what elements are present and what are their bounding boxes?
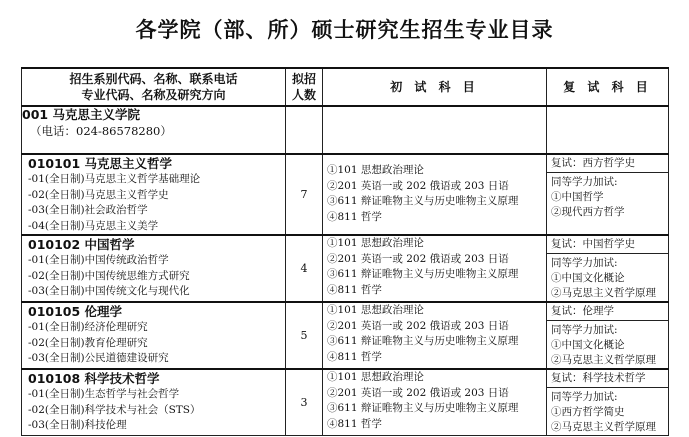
exam-subject: ①101 思想政治理论: [327, 304, 424, 316]
table-header-row: [22, 68, 669, 106]
exam-subject: ①101 思想政治理论: [327, 371, 424, 383]
equivalent-exam-subject: ①中国文化概论: [551, 272, 625, 284]
research-direction: -01(全日制)中国传统政治哲学: [28, 254, 169, 266]
research-direction: -03(全日制)社会政治哲学: [28, 204, 148, 216]
retest-subject: 复试：伦理学: [551, 305, 614, 317]
major-title: 010101 马克思主义哲学: [28, 156, 173, 171]
equivalent-exam-label: 同等学力加试:: [551, 257, 618, 269]
enrollment-count: 5: [286, 302, 323, 369]
retest-divider: [547, 253, 668, 254]
equivalent-exam-subject: ②现代西方哲学: [551, 206, 625, 218]
retest-cell: [547, 154, 669, 235]
page-title: 各学院（部、所）硕士研究生招生专业目录: [135, 18, 554, 42]
department-name: 001 马克思主义学院: [22, 107, 140, 122]
equivalent-exam-label: 同等学力加试:: [551, 324, 618, 336]
retest-divider: [547, 320, 668, 321]
department-cell: [22, 106, 286, 154]
department-count-cell: [286, 106, 323, 154]
retest-divider: [547, 387, 668, 388]
exam-subject: ④811 哲学: [327, 350, 382, 363]
first-exam-cell: [323, 154, 547, 235]
equivalent-exam-subject: ②马克思主义哲学原理: [551, 354, 656, 366]
department-first-cell: [323, 106, 547, 154]
research-direction: -02(全日制)中国传统思维方式研究: [28, 269, 190, 282]
header-count-line-2: 人数: [291, 88, 316, 102]
department-phone: （电话：024-86578280）: [30, 124, 172, 138]
enrollment-count: 3: [286, 369, 323, 436]
major-cell: [22, 302, 286, 369]
research-direction: -03(全日制)中国传统文化与现代化: [28, 285, 190, 297]
enrollment-count: 4: [286, 235, 323, 302]
major-cell: [22, 235, 286, 302]
exam-subject: ④811 哲学: [327, 210, 382, 223]
header-dept: [22, 68, 286, 106]
equivalent-exam-label: 同等学力加试:: [551, 391, 618, 403]
exam-subject: ②201 英语一或 202 俄语或 203 日语: [327, 179, 509, 192]
retest-divider: [547, 172, 668, 173]
equivalent-exam-subject: ①西方哲学简史: [551, 406, 625, 418]
first-exam-cell: [323, 369, 547, 436]
major-title: 010108 科学技术哲学: [28, 371, 160, 386]
major-title: 010102 中国哲学: [28, 237, 135, 252]
exam-subject: ①101 思想政治理论: [327, 164, 424, 176]
enrollment-count: 7: [286, 154, 323, 235]
major-title: 010105 伦理学: [28, 304, 123, 319]
table-row: [22, 369, 669, 436]
retest-cell: [547, 235, 669, 302]
exam-subject: ③611 辩证唯物主义与历史唯物主义原理: [327, 195, 519, 207]
exam-subject: ②201 英语一或 202 俄语或 203 日语: [327, 319, 509, 332]
exam-subject: ②201 英语一或 202 俄语或 203 日语: [327, 386, 509, 399]
research-direction: -04(全日制)马克思主义美学: [28, 219, 159, 232]
header-retest: 复 试 科 目: [547, 68, 669, 106]
equivalent-exam-label: 同等学力加试:: [551, 176, 618, 188]
header-first-exam: 初 试 科 目: [323, 68, 547, 106]
retest-cell: [547, 302, 669, 369]
header-count: [286, 68, 323, 106]
retest-subject: 复试：科学技术哲学: [551, 372, 646, 384]
retest-subject: 复试：中国哲学史: [551, 238, 635, 250]
retest-cell: [547, 369, 669, 436]
exam-subject: ③611 辩证唯物主义与历史唯物主义原理: [327, 402, 519, 414]
research-direction: -01(全日制)经济伦理研究: [28, 321, 148, 333]
department-retest-cell: [547, 106, 669, 154]
equivalent-exam-subject: ①中国文化概论: [551, 339, 625, 351]
header-dept-line-1: 招生系别代码、名称、联系电话: [69, 72, 238, 86]
major-cell: [22, 369, 286, 436]
exam-subject: ③611 辩证唯物主义与历史唯物主义原理: [327, 335, 519, 347]
research-direction: -02(全日制)科学技术与社会（STS）: [28, 403, 201, 416]
major-cell: [22, 154, 286, 235]
first-exam-cell: [323, 302, 547, 369]
retest-subject: 复试：西方哲学史: [551, 157, 635, 169]
exam-subject: ④811 哲学: [327, 417, 382, 430]
exam-subject: ①101 思想政治理论: [327, 237, 424, 249]
table-row: [22, 154, 669, 235]
research-direction: -02(全日制)马克思主义哲学史: [28, 188, 169, 201]
table-row: [22, 302, 669, 369]
research-direction: -01(全日制)马克思主义哲学基础理论: [28, 173, 201, 185]
header-count-line-1: 拟招: [291, 72, 316, 86]
equivalent-exam-subject: ②马克思主义哲学原理: [551, 421, 656, 433]
header-dept-line-2: 专业代码、名称及研究方向: [81, 88, 226, 102]
table-row: [22, 235, 669, 302]
catalog-table: [21, 67, 669, 436]
department-row: [22, 106, 669, 154]
equivalent-exam-subject: ①中国哲学: [551, 191, 604, 203]
equivalent-exam-subject: ②马克思主义哲学原理: [551, 287, 656, 299]
exam-subject: ②201 英语一或 202 俄语或 203 日语: [327, 252, 509, 265]
research-direction: -01(全日制)生态哲学与社会哲学: [28, 388, 180, 400]
exam-subject: ③611 辩证唯物主义与历史唯物主义原理: [327, 268, 519, 280]
research-direction: -02(全日制)教育伦理研究: [28, 336, 148, 349]
research-direction: -03(全日制)科技伦理: [28, 419, 127, 431]
research-direction: -03(全日制)公民道德建设研究: [28, 352, 169, 364]
first-exam-cell: [323, 235, 547, 302]
exam-subject: ④811 哲学: [327, 283, 382, 296]
